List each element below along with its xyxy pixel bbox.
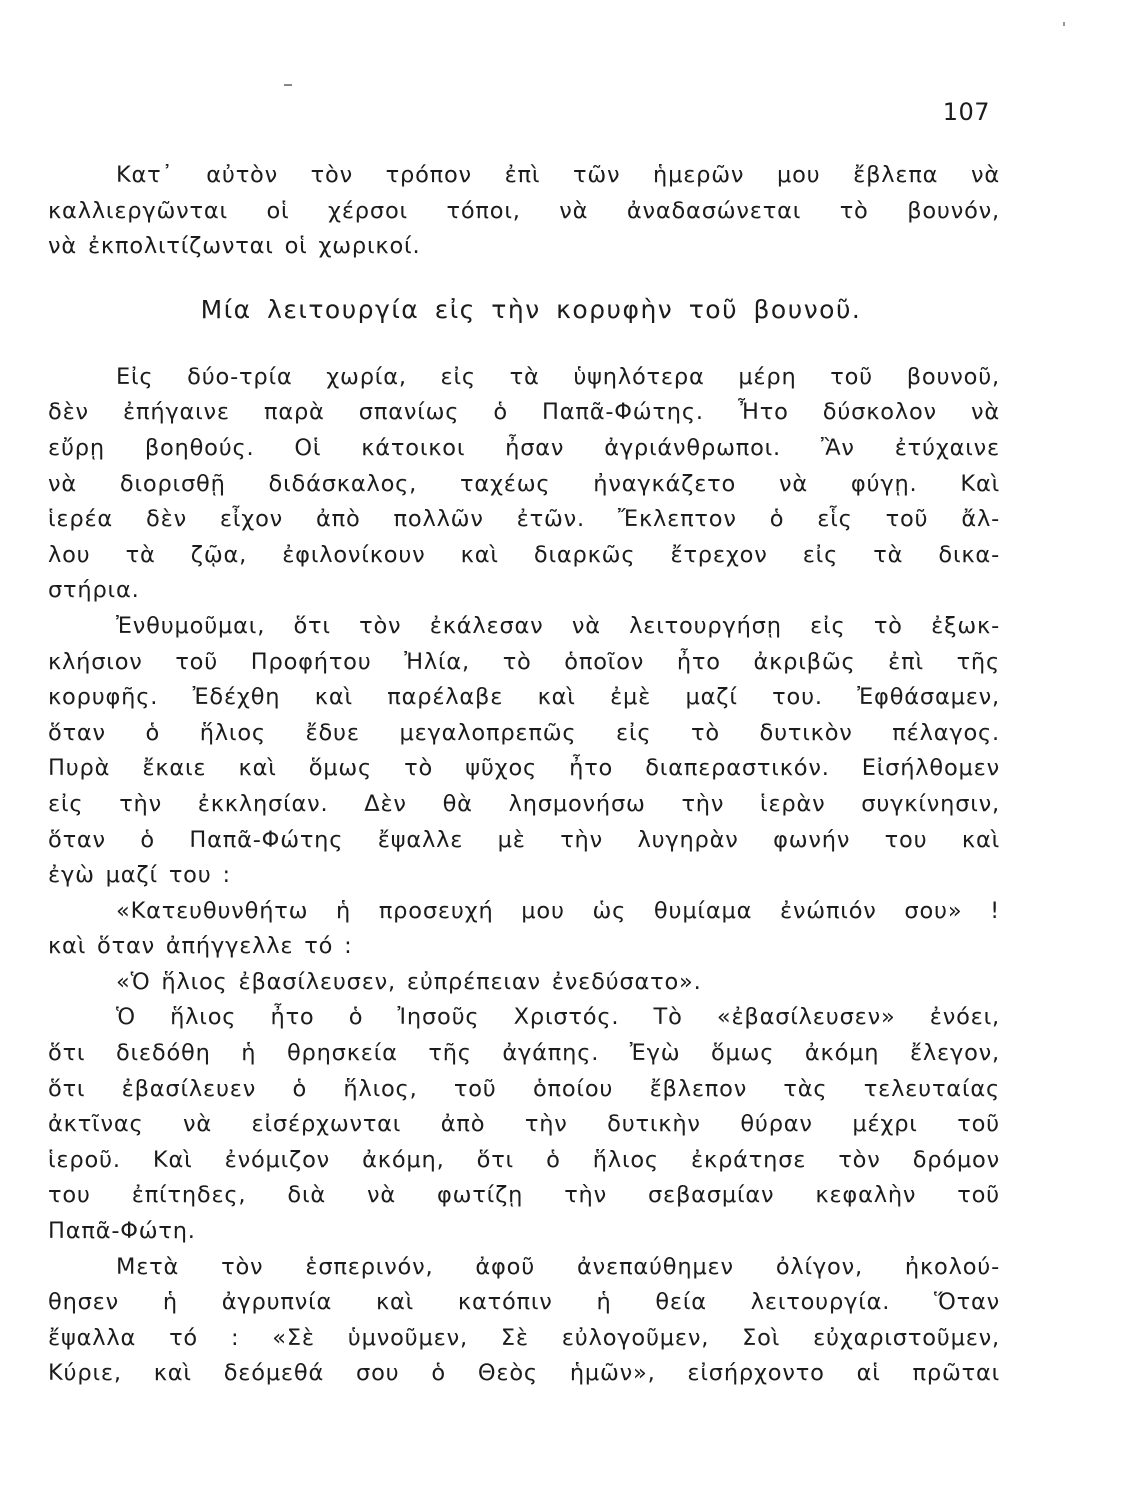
paragraph-4-line: του ἐπίτηδες, διὰ νὰ φωτίζῃ τὴν σεβασμίαν κεφαλὴν τοῦ — [48, 1182, 1000, 1209]
paragraph-1-line: καλλιεργῶνται οἱ χέρσοι τόποι, νὰ ἀναδασώνεται τὸ βουνόν, — [48, 197, 1000, 224]
paragraph-5-line: Κύριε, καὶ δεόμεθά σου ὁ Θεὸς ἡμῶν», εἰσήρχοντο αἱ πρῶται — [48, 1360, 1000, 1387]
paragraph-4-line: ὅτι διεδόθη ἡ θρησκεία τῆς ἀγάπης. Ἐγὼ ὅμως ἀκόμη ἔλεγον, — [48, 1040, 1000, 1067]
paragraph-1-line: νὰ ἐκπολιτίζωνται οἱ χωρικοί. — [48, 233, 421, 260]
paragraph-3-line: ὅταν ὁ Παπᾶ-Φώτης ἔψαλλε μὲ τὴν λυγηρὰν φωνήν του καὶ — [48, 826, 1000, 853]
paragraph-4-line: ἱεροῦ. Καὶ ἐνόμιζον ἀκόμη, ὅτι ὁ ἥλιος ἐκράτησε τὸν δρόμον — [48, 1146, 1000, 1173]
paragraph-2-line: νὰ διορισθῇ διδάσκαλος, ταχέως ἠναγκάζετο νὰ φύγῃ. Καὶ — [48, 470, 1000, 497]
paragraph-3-line: εἰς τὴν ἐκκλησίαν. Δὲν θὰ λησμονήσω τὴν ἱερὰν συγκίνησιν, — [48, 790, 1000, 817]
paragraph-3-line: ὅταν ὁ ἥλιος ἔδυε μεγαλοπρεπῶς εἰς τὸ δυτικὸν πέλαγος. — [48, 719, 1000, 746]
section-heading: Μία λειτουργία εἰς τὴν κορυφὴν τοῦ βουνοῦ. — [200, 294, 862, 324]
paragraph-1-line: Κατ᾽ αὐτὸν τὸν τρόπον ἐπὶ τῶν ἡμερῶν μου ἔβλεπα νὰ — [116, 162, 1000, 188]
paragraph-3-line: κορυφῆς. Ἐδέχθη καὶ παρέλαβε καὶ ἐμὲ μαζί του. Ἐφθάσαμεν, — [48, 684, 1000, 711]
paragraph-4-line: Παπᾶ-Φώτη. — [48, 1218, 196, 1245]
paragraph-4-line: Ὁ ἥλιος ἦτο ὁ Ἰησοῦς Χριστός. Τὸ «ἐβασίλευσεν» ἐνόει, — [116, 1004, 1000, 1031]
paragraph-2-line: δὲν ἐπήγαινε παρὰ σπανίως ὁ Παπᾶ-Φώτης. Ἦτο δύσκολον νὰ — [48, 399, 1000, 426]
paragraph-2-line: Εἰς δύο-τρία χωρία, εἰς τὰ ὑψηλότερα μέρη τοῦ βουνοῦ, — [116, 363, 1000, 390]
paragraph-2-line: λου τὰ ζῷα, ἐφιλονίκουν καὶ διαρκῶς ἔτρεχον εἰς τὰ δικα- — [48, 541, 1000, 568]
page-number: 107 — [942, 98, 990, 126]
paragraph-5-line: ἔψαλλα τό : «Σὲ ὑμνοῦμεν, Σὲ εὐλογοῦμεν, Σοὶ εὐχαριστοῦμεν, — [48, 1324, 1000, 1351]
paragraph-4-line: ὅτι ἐβασίλευεν ὁ ἥλιος, τοῦ ὁποίου ἔβλεπον τὰς τελευταίας — [48, 1075, 1000, 1102]
quote-followup-line: καὶ ὅταν ἀπήγγελλε τό : — [48, 933, 353, 960]
scan-speck — [284, 84, 292, 86]
paragraph-5-line: Μετὰ τὸν ἑσπερινόν, ἀφοῦ ἀνεπαύθημεν ὀλίγον, ἠκολού- — [116, 1253, 1000, 1280]
paragraph-2-line: ἱερέα δὲν εἶχον ἀπὸ πολλῶν ἐτῶν. Ἔκλεπτον ὁ εἷς τοῦ ἄλ- — [48, 506, 1000, 533]
paragraph-3-line: Πυρὰ ἔκαιε καὶ ὅμως τὸ ψῦχος ἦτο διαπεραστικόν. Εἰσήλθομεν — [48, 755, 1000, 782]
paragraph-2-line: εὔρῃ βοηθούς. Οἱ κάτοικοι ἦσαν ἀγριάνθρωποι. Ἂν ἐτύχαινε — [48, 434, 1000, 461]
quote-line: «Ὁ ἥλιος ἐβασίλευσεν, εὐπρέπειαν ἐνεδύσατο». — [116, 968, 702, 995]
paragraph-3-line: ἐγὼ μαζί του : — [48, 862, 231, 889]
paragraph-3-line: κλήσιον τοῦ Προφήτου Ἠλία, τὸ ὁποῖον ἦτο ἀκριβῶς ἐπὶ τῆς — [48, 648, 1000, 675]
body-text — [48, 158, 1000, 1392]
scan-speck — [1063, 22, 1065, 26]
paragraph-5-line: θησεν ἡ ἀγρυπνία καὶ κατόπιν ἡ θεία λειτουργία. Ὅταν — [48, 1289, 1000, 1316]
paragraph-4-line: ἀκτῖνας νὰ εἰσέρχωνται ἀπὸ τὴν δυτικὴν θύραν μέχρι τοῦ — [48, 1111, 1000, 1138]
paragraph-3-line: Ἐνθυμοῦμαι, ὅτι τὸν ἐκάλεσαν νὰ λειτουργήσῃ εἰς τὸ ἐξωκ- — [116, 612, 1000, 639]
paragraph-2-line: στήρια. — [48, 577, 140, 604]
quote-line: «Κατευθυνθήτω ἡ προσευχή μου ὡς θυμίαμα ἐνώπιόν σου» ! — [116, 897, 1000, 924]
